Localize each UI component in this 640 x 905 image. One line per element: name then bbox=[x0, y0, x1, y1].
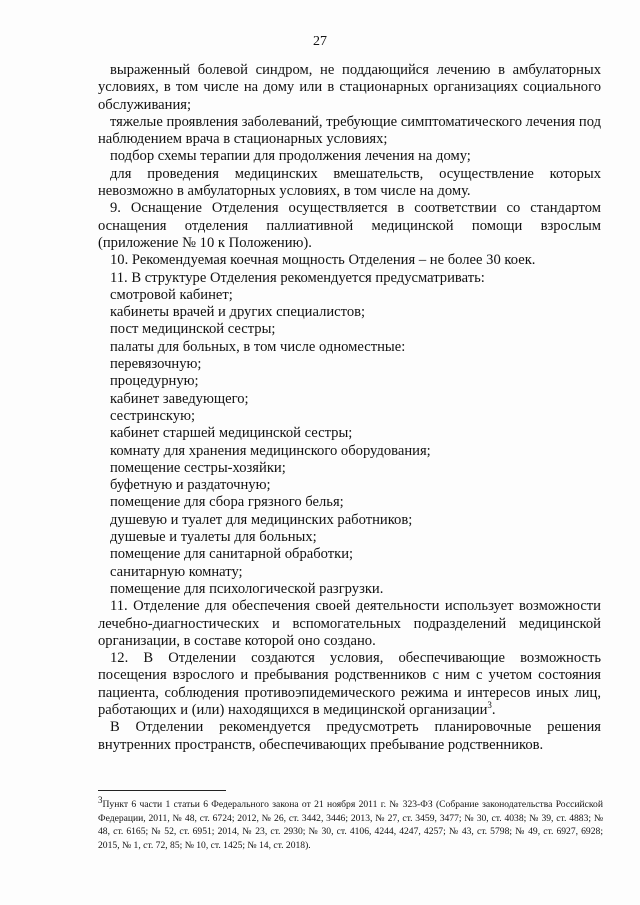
paragraph bbox=[98, 166, 601, 201]
paragraph-text: помещение сестры-хозяйки; bbox=[110, 459, 286, 476]
paragraph-text: выраженный болевой синдром, не поддающийся лечению в амбулаторных условиях, в том числе на дому или в стационарных организациях социального обслуживания; bbox=[98, 62, 601, 113]
paragraph bbox=[98, 270, 601, 287]
list-item bbox=[98, 443, 601, 460]
list-item bbox=[98, 494, 601, 511]
paragraph-text: буфетную и раздаточную; bbox=[110, 477, 271, 494]
paragraph-text: перевязочную; bbox=[110, 356, 202, 373]
paragraph-text: комнату для хранения медицинского оборудования; bbox=[110, 442, 431, 459]
page-number: 27 bbox=[313, 34, 327, 49]
footnote-text: Пункт 6 части 1 статьи 6 Федерального закона от 21 ноября 2011 г. № 323-ФЗ (Собрание законодательства Российской Федерации, 2011, № 48, ст. 6724; 2012, № 26, ст. 3442, 3446; 2013, № 27, ст. 3459, 3477; № 30, ст. 4038; № 39, ст. 4883; № 48, ст. 6165; № 52, ст. 6951; 2014, № 23, ст. 2930; № 30, ст. 4106, 4244, 4247, 4257; № 43, ст. 5798; № 49, ст. 6927, 6928; 2015, № 1, ст. 72, 85; № 10, ст. 1425; № 14, ст. 2018). bbox=[98, 799, 603, 851]
paragraph-text: 9. Оснащение Отделения осуществляется в соответствии со стандартом оснащения отделения паллиативной медицинской помощи взрослым (приложение № 10 к Положению). bbox=[98, 200, 601, 251]
list-item bbox=[98, 546, 601, 563]
list-item bbox=[98, 321, 601, 338]
list-item bbox=[98, 512, 601, 529]
paragraph: 12. В Отделении создаются условия, обеспечивающие возможность посещения взрослого и пребывания родственников с ним с учетом состояния пациента, соблюдения противоэпидемического режима и интересов иных лиц, работающих и (или) находящихся в медицинской организации$^3$. bbox=[98, 650, 601, 718]
paragraph bbox=[98, 200, 601, 252]
paragraph-text: кабинеты врачей и других специалистов; bbox=[110, 304, 366, 321]
list-item bbox=[98, 287, 601, 304]
footnote bbox=[98, 794, 603, 852]
paragraph-text: помещение для сбора грязного белья; bbox=[110, 494, 344, 511]
list-item bbox=[98, 339, 601, 356]
paragraph bbox=[98, 719, 601, 754]
document-body bbox=[98, 62, 601, 754]
paragraph-text: санитарную комнату; bbox=[110, 563, 243, 580]
paragraph-text: 10. Рекомендуемая коечная мощность Отделения – не более 30 коек. bbox=[110, 252, 536, 269]
paragraph bbox=[98, 252, 601, 269]
paragraph-text: 12. В Отделении создаются условия, обеспечивающие возможность посещения взрослого и пребывания родственников с ним с учетом состояния пациента, соблюдения противоэпидемического режима и интересов иных лиц, работающих и (или) находящихся в медицинской организации bbox=[98, 650, 601, 718]
footnote-marker: 3 bbox=[98, 794, 103, 805]
paragraph bbox=[98, 114, 601, 149]
paragraph-text: процедурную; bbox=[110, 373, 199, 390]
list-item bbox=[98, 581, 601, 598]
paragraph-text: 11. В структуре Отделения рекомендуется предусматривать: bbox=[110, 269, 485, 286]
paragraph-text: для проведения медицинских вмешательств, осуществление которых невозможно в амбулаторных условиях, в том числе на дому. bbox=[98, 165, 601, 200]
paragraph-text: тяжелые проявления заболеваний, требующие симптоматического лечения под наблюдением врача в стационарных условиях; bbox=[98, 113, 601, 148]
list-item bbox=[98, 408, 601, 425]
list-item bbox=[98, 391, 601, 408]
footnote-separator bbox=[98, 790, 226, 791]
paragraph-text: кабинет заведующего; bbox=[110, 390, 249, 407]
list-item bbox=[98, 564, 601, 581]
paragraph-text: помещение для санитарной обработки; bbox=[110, 546, 354, 563]
paragraph-text: сестринскую; bbox=[110, 407, 196, 424]
list-item bbox=[98, 529, 601, 546]
list-item bbox=[98, 373, 601, 390]
paragraph bbox=[98, 148, 601, 165]
paragraph bbox=[98, 62, 601, 114]
list-item bbox=[98, 477, 601, 494]
paragraph-text: 11. Отделение для обеспечения своей деятельности использует возможности лечебно-диагностических и вспомогательных подразделений медицинской организации, в составе которой оно создано. bbox=[98, 598, 601, 649]
footnote-reference: 3 bbox=[487, 700, 492, 711]
paragraph-text: пост медицинской сестры; bbox=[110, 321, 276, 338]
paragraph-text: помещение для психологической разгрузки. bbox=[110, 580, 384, 597]
list-item bbox=[98, 460, 601, 477]
paragraph-text: кабинет старшей медицинской сестры; bbox=[110, 425, 353, 442]
paragraph-text: душевые и туалеты для больных; bbox=[110, 529, 317, 546]
list-item bbox=[98, 356, 601, 373]
paragraph-text: душевую и туалет для медицинских работников; bbox=[110, 511, 413, 528]
paragraph-text: В Отделении рекомендуется предусмотреть планировочные решения внутренних пространств, обеспечивающих пребывание родственников. bbox=[98, 719, 601, 753]
paragraph bbox=[98, 598, 601, 650]
paragraph-text: палаты для больных, в том числе одноместные: bbox=[110, 338, 406, 355]
paragraph-text: подбор схемы терапии для продолжения лечения на дому; bbox=[110, 148, 471, 165]
paragraph-text: смотровой кабинет; bbox=[110, 286, 233, 303]
list-item bbox=[98, 304, 601, 321]
list-item bbox=[98, 425, 601, 442]
